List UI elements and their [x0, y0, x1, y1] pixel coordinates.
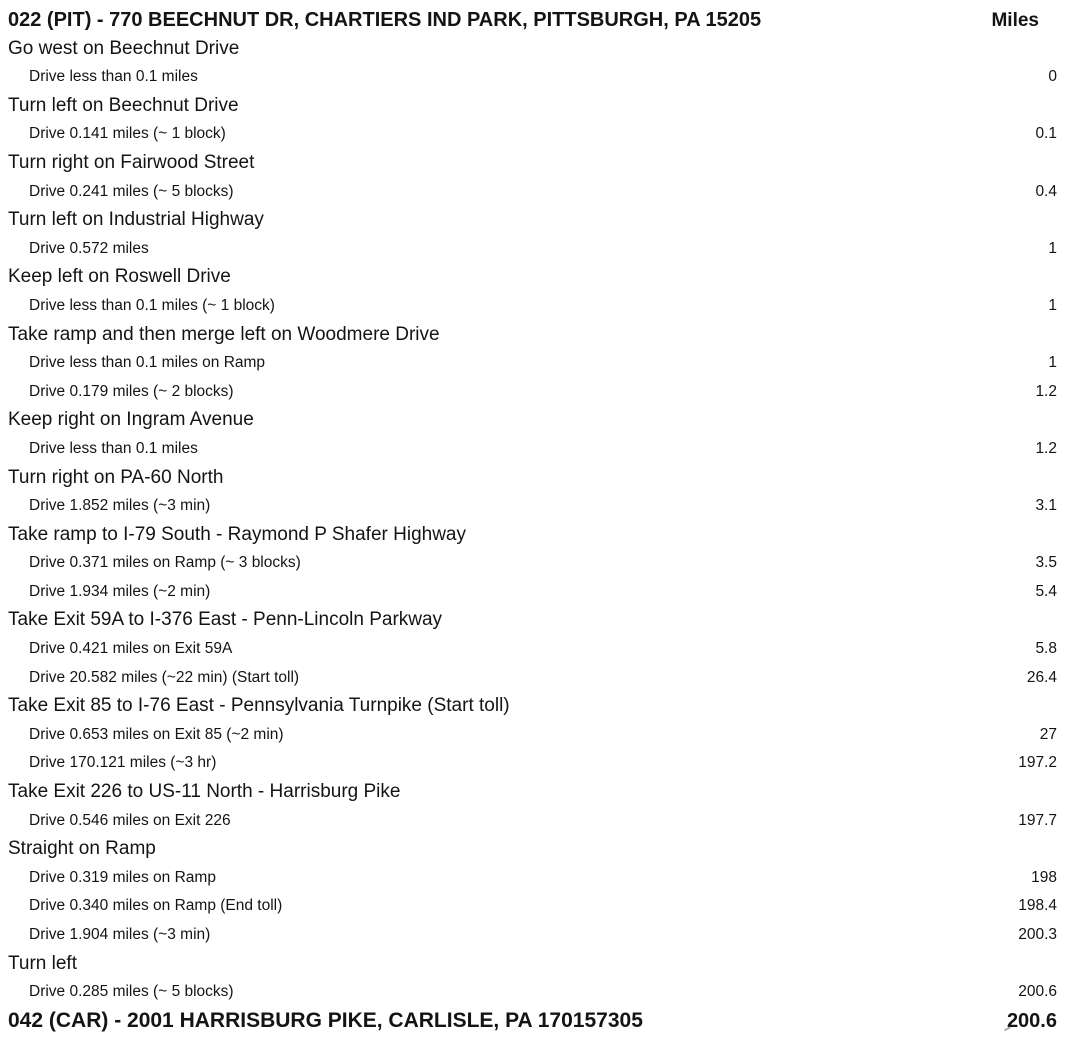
- drive-detail-row: [0, 349, 1072, 378]
- maneuver-row: [0, 263, 1072, 292]
- direction-step: [0, 464, 1072, 521]
- drive-detail-text: Drive 0.546 miles on Exit 226: [29, 811, 231, 829]
- cumulative-miles-value: 200.3: [1018, 926, 1057, 943]
- drive-detail-row: [0, 664, 1072, 693]
- cumulative-miles-value: 5.8: [1035, 640, 1057, 658]
- direction-step: [0, 406, 1072, 463]
- maneuver-text: Take Exit 226 to US-11 North - Harrisburg Pike: [8, 781, 401, 803]
- maneuver-text: Keep right on Ingram Avenue: [8, 409, 254, 431]
- destination-address-heading: 042 (CAR) - 2001 HARRISBURG PIKE, CARLISLE, PA 170157305: [8, 1008, 643, 1032]
- direction-step: [0, 521, 1072, 607]
- maneuver-row: [0, 464, 1072, 493]
- drive-detail-text: Drive less than 0.1 miles: [29, 439, 198, 457]
- cumulative-miles-value: 1: [1048, 239, 1057, 257]
- maneuver-text: Straight on Ramp: [8, 838, 156, 860]
- drive-detail-row: [0, 63, 1072, 92]
- drive-detail-text: Drive 0.371 miles on Ramp (~ 3 blocks): [29, 554, 301, 572]
- cumulative-miles-value: 26.4: [1026, 668, 1057, 686]
- maneuver-row: [0, 35, 1072, 64]
- drive-detail-text: Drive 0.141 miles (~ 1 block): [29, 125, 226, 143]
- origin-address-heading: 022 (PIT) - 770 BEECHNUT DR, CHARTIERS IND PARK, PITTSBURGH, PA 15205: [8, 9, 762, 31]
- maneuver-text: Go west on Beechnut Drive: [8, 37, 240, 59]
- drive-detail-text: Drive 1.852 miles (~3 min): [29, 497, 211, 515]
- cumulative-miles-value: 3.5: [1035, 554, 1057, 572]
- drive-detail-row: [0, 435, 1072, 464]
- maneuver-row: [0, 149, 1072, 178]
- directions-list: [0, 35, 1072, 1007]
- direction-step: [0, 263, 1072, 320]
- cumulative-miles-value: 200.6: [1018, 983, 1057, 1001]
- cumulative-miles-value: 1: [1048, 354, 1057, 372]
- maneuver-row: [0, 950, 1072, 979]
- route-header-row: [0, 6, 1072, 35]
- drive-detail-row: [0, 578, 1072, 607]
- drive-detail-row: [0, 978, 1072, 1007]
- cumulative-miles-value: 5.4: [1035, 582, 1057, 600]
- direction-step: [0, 835, 1072, 949]
- drive-detail-text: Drive 1.904 miles (~3 min): [29, 926, 211, 943]
- cumulative-miles-value: 1: [1048, 296, 1057, 314]
- drive-detail-text: Drive 0.179 miles (~ 2 blocks): [29, 382, 234, 400]
- maneuver-row: [0, 778, 1072, 807]
- drive-detail-text: Drive less than 0.1 miles on Ramp: [29, 354, 266, 372]
- drive-detail-text: Drive 0.241 miles (~ 5 blocks): [29, 182, 234, 200]
- direction-step: [0, 206, 1072, 263]
- drive-detail-row: [0, 378, 1072, 407]
- maneuver-row: [0, 92, 1072, 121]
- drive-detail-row: [0, 892, 1072, 921]
- cumulative-miles-value: 0: [1048, 68, 1057, 86]
- drive-detail-row: [0, 721, 1072, 750]
- destination-footer-row: [0, 1007, 1072, 1036]
- drive-detail-text: Drive less than 0.1 miles: [29, 68, 198, 86]
- drive-detail-text: Drive 0.572 miles: [29, 239, 149, 257]
- miles-column-header: Miles: [991, 10, 1039, 31]
- maneuver-text: Turn right on Fairwood Street: [8, 151, 255, 173]
- drive-detail-row: [0, 635, 1072, 664]
- maneuver-row: [0, 406, 1072, 435]
- direction-step: [0, 692, 1072, 778]
- maneuver-row: [0, 835, 1072, 864]
- drive-detail-text: Drive 20.582 miles (~22 min) (Start toll): [29, 668, 300, 686]
- maneuver-text: Turn left: [8, 952, 77, 974]
- drive-detail-text: Drive 1.934 miles (~2 min): [29, 582, 211, 600]
- direction-step: [0, 606, 1072, 692]
- drive-detail-row: [0, 921, 1072, 950]
- cumulative-miles-value: 3.1: [1035, 497, 1057, 515]
- drive-detail-row: [0, 178, 1072, 207]
- direction-step: [0, 321, 1072, 407]
- direction-step: [0, 149, 1072, 206]
- cumulative-miles-value: 1.2: [1035, 439, 1057, 457]
- maneuver-row: [0, 321, 1072, 350]
- direction-step: [0, 778, 1072, 835]
- maneuver-text: Take Exit 85 to I-76 East - Pennsylvania Turnpike (Start toll): [8, 695, 510, 717]
- drive-detail-text: Drive 170.121 miles (~3 hr): [29, 754, 217, 772]
- drive-detail-row: [0, 235, 1072, 264]
- cumulative-miles-value: 197.7: [1018, 811, 1057, 829]
- drive-detail-text: Drive 0.653 miles on Exit 85 (~2 min): [29, 725, 284, 743]
- drive-detail-text: Drive 0.285 miles (~ 5 blocks): [29, 983, 234, 1001]
- maneuver-row: [0, 521, 1072, 550]
- maneuver-text: Take Exit 59A to I-376 East - Penn-Lincoln Parkway: [8, 609, 443, 631]
- drive-detail-text: Drive 0.421 miles on Exit 59A: [29, 640, 233, 658]
- drive-detail-row: [0, 807, 1072, 836]
- cumulative-miles-value: 1.2: [1035, 382, 1057, 400]
- drive-detail-text: Drive 0.340 miles on Ramp (End toll): [29, 897, 283, 915]
- maneuver-text: Turn left on Industrial Highway: [8, 209, 264, 231]
- maneuver-row: [0, 206, 1072, 235]
- direction-step: [0, 35, 1072, 92]
- drive-detail-row: [0, 492, 1072, 521]
- drive-detail-row: [0, 749, 1072, 778]
- cumulative-miles-value: 197.2: [1018, 754, 1057, 772]
- drive-detail-text: Drive less than 0.1 miles (~ 1 block): [29, 296, 275, 314]
- cumulative-miles-value: 198.4: [1018, 897, 1057, 915]
- maneuver-text: Keep left on Roswell Drive: [8, 266, 231, 288]
- maneuver-text: Turn left on Beechnut Drive: [8, 94, 239, 116]
- drive-detail-row: [0, 549, 1072, 578]
- maneuver-row: [0, 606, 1072, 635]
- cumulative-miles-value: 27: [1039, 725, 1057, 743]
- maneuver-text: Take ramp to I-79 South - Raymond P Shafer Highway: [8, 523, 466, 545]
- total-miles-value: 200.6: [1006, 1009, 1057, 1032]
- cumulative-miles-value: 0.4: [1035, 182, 1057, 200]
- maneuver-row: [0, 692, 1072, 721]
- drive-detail-row: [0, 292, 1072, 321]
- drive-detail-text: Drive 0.319 miles on Ramp: [29, 868, 216, 886]
- direction-step: [0, 950, 1072, 1007]
- drive-detail-row: [0, 120, 1072, 149]
- cumulative-miles-value: 0.1: [1035, 125, 1057, 143]
- direction-step: [0, 92, 1072, 149]
- maneuver-text: Take ramp and then merge left on Woodmere Drive: [8, 323, 440, 345]
- cumulative-miles-value: 198: [1031, 868, 1057, 886]
- drive-detail-row: [0, 864, 1072, 893]
- maneuver-text: Turn right on PA-60 North: [8, 466, 224, 488]
